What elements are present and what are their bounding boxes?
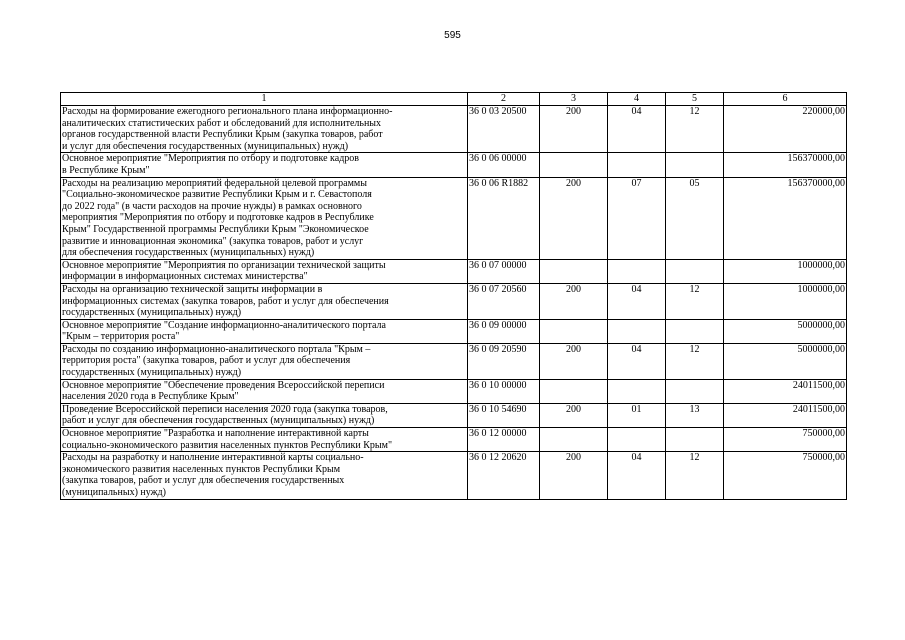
table-row [61, 177, 847, 259]
row-col-5: 12 [666, 452, 724, 499]
description-line: Основное мероприятие "Обеспечение проведения Всероссийской переписи [62, 379, 385, 391]
row-code: 36 0 07 00000 [468, 259, 540, 283]
description-line: Расходы на формирование ежегодного регионального плана информационно- [62, 106, 393, 117]
row-code: 36 0 12 20620 [468, 452, 540, 499]
description-line: аналитических статистических работ и обследований для исполнительных [62, 117, 382, 129]
description-line: работ и услуг для обеспечения государственных (муниципальных) нужд) [62, 415, 375, 427]
table-row [61, 259, 847, 283]
row-code: 36 0 10 00000 [468, 379, 540, 403]
row-description [61, 319, 468, 343]
row-code: 36 0 12 00000 [468, 428, 540, 452]
row-col-3 [540, 319, 608, 343]
row-description [61, 428, 468, 452]
description-line: и услуг для обеспечения государственных (муниципальных) нужд) [62, 140, 349, 152]
row-col-5 [666, 428, 724, 452]
row-description [61, 452, 468, 499]
row-col-5: 13 [666, 403, 724, 427]
description-line: социально-экономического развития населенных пунктов Республики Крым" [62, 439, 393, 451]
row-col-3: 200 [540, 343, 608, 379]
description-line: до 2022 года" (в части расходов на прочие нужды) в рамках основного [62, 200, 362, 212]
description-line: Расходы по созданию информационно-аналитического портала "Крым – [62, 343, 371, 355]
row-col-3: 200 [540, 452, 608, 499]
row-amount: 750000,00 [724, 428, 847, 452]
row-col-4: 04 [608, 106, 666, 153]
row-col-4: 04 [608, 283, 666, 319]
description-line: органов государственной власти Республики Крым (закупка товаров, работ [62, 129, 383, 141]
row-description [61, 343, 468, 379]
description-line: Расходы на организацию технической защиты информации в [62, 283, 323, 295]
table-row [61, 283, 847, 319]
description-line: информационных системах (закупка товаров, работ и услуг для обеспечения [62, 295, 389, 307]
column-header-5: 5 [666, 93, 724, 106]
column-header-2: 2 [468, 93, 540, 106]
row-code: 36 0 09 20590 [468, 343, 540, 379]
table-row [61, 343, 847, 379]
budget-table [60, 92, 847, 500]
description-line: Основное мероприятие "Мероприятия по организации технической защиты [62, 259, 386, 271]
row-col-5 [666, 319, 724, 343]
row-col-3 [540, 259, 608, 283]
description-line: развитие и инновационная экономика" (закупка товаров, работ и услуг [62, 235, 364, 247]
row-description [61, 153, 468, 177]
row-col-3 [540, 428, 608, 452]
row-description [61, 177, 468, 259]
row-col-4 [608, 428, 666, 452]
row-col-3 [540, 153, 608, 177]
table-row [61, 319, 847, 343]
row-amount: 156370000,00 [724, 153, 847, 177]
row-col-3: 200 [540, 403, 608, 427]
header-row [61, 93, 847, 106]
row-code: 36 0 06 00000 [468, 153, 540, 177]
row-description [61, 283, 468, 319]
row-col-5: 12 [666, 106, 724, 153]
row-col-5 [666, 259, 724, 283]
column-header-6: 6 [724, 93, 847, 106]
description-line: в Республике Крым" [62, 164, 150, 176]
description-line: информации в информационных системах министерства" [62, 271, 308, 283]
row-description [61, 403, 468, 427]
row-col-4: 07 [608, 177, 666, 259]
description-line: территория роста" (закупка товаров, работ и услуг для обеспечения [62, 355, 351, 367]
table-body [61, 106, 847, 500]
row-amount: 5000000,00 [724, 343, 847, 379]
row-col-5 [666, 153, 724, 177]
row-code: 36 0 09 00000 [468, 319, 540, 343]
description-line: населения 2020 года в Республике Крым" [62, 391, 239, 403]
row-col-3: 200 [540, 106, 608, 153]
row-col-4: 04 [608, 343, 666, 379]
row-col-4 [608, 259, 666, 283]
row-col-5: 12 [666, 283, 724, 319]
row-amount: 156370000,00 [724, 177, 847, 259]
description-line: государственных (муниципальных) нужд) [62, 307, 242, 319]
row-description [61, 259, 468, 283]
row-col-3 [540, 379, 608, 403]
row-col-4 [608, 379, 666, 403]
column-header-3: 3 [540, 93, 608, 106]
row-code: 36 0 07 20560 [468, 283, 540, 319]
column-header-1: 1 [61, 93, 468, 106]
description-line: Проведение Всероссийской переписи населения 2020 года (закупка товаров, [62, 403, 388, 415]
table-row [61, 452, 847, 499]
description-line: Расходы на разработку и наполнение интерактивной карты социально- [62, 452, 364, 464]
page-number: 595 [444, 30, 461, 41]
row-amount: 1000000,00 [724, 283, 847, 319]
description-line: "Крым – территория роста" [62, 331, 180, 343]
description-line: "Социально-экономическое развитие Республики Крым и г. Севастополя [62, 189, 372, 201]
row-col-4: 04 [608, 452, 666, 499]
table-row [61, 379, 847, 403]
table-row [61, 106, 847, 153]
row-amount: 5000000,00 [724, 319, 847, 343]
table-row [61, 428, 847, 452]
description-line: для обеспечения государственных (муниципальных) нужд) [62, 247, 315, 259]
row-amount: 24011500,00 [724, 379, 847, 403]
description-line: экономического развития населенных пунктов Республики Крым [62, 463, 341, 475]
row-code: 36 0 06 R1882 [468, 177, 540, 259]
description-line: Основное мероприятие "Разработка и наполнение интерактивной карты [62, 428, 369, 440]
row-col-3: 200 [540, 283, 608, 319]
description-line: Крым" Государственной программы Республики Крым "Экономическое [62, 223, 369, 235]
column-header-4: 4 [608, 93, 666, 106]
table-row [61, 403, 847, 427]
row-amount: 24011500,00 [724, 403, 847, 427]
row-col-5: 05 [666, 177, 724, 259]
description-line: Основное мероприятие "Мероприятия по отбору и подготовке кадров [62, 153, 360, 165]
table-row [61, 153, 847, 177]
row-description [61, 379, 468, 403]
description-line: Расходы на реализацию мероприятий федеральной целевой программы [62, 177, 367, 189]
row-col-5: 12 [666, 343, 724, 379]
description-line: (муниципальных) нужд) [62, 487, 166, 498]
row-col-4 [608, 153, 666, 177]
row-col-4 [608, 319, 666, 343]
row-amount: 220000,00 [724, 106, 847, 153]
description-line: (закупка товаров, работ и услуг для обеспечения государственных [62, 475, 345, 487]
description-line: мероприятия "Мероприятия по отбору и подготовке кадров в Республике [62, 212, 374, 224]
row-amount: 750000,00 [724, 452, 847, 499]
row-code: 36 0 10 54690 [468, 403, 540, 427]
row-col-5 [666, 379, 724, 403]
description-line: государственных (муниципальных) нужд) [62, 367, 242, 379]
row-col-3: 200 [540, 177, 608, 259]
row-amount: 1000000,00 [724, 259, 847, 283]
description-line: Основное мероприятие "Создание информационно-аналитического портала [62, 319, 386, 331]
row-code: 36 0 03 20500 [468, 106, 540, 153]
row-description [61, 106, 468, 153]
row-col-4: 01 [608, 403, 666, 427]
